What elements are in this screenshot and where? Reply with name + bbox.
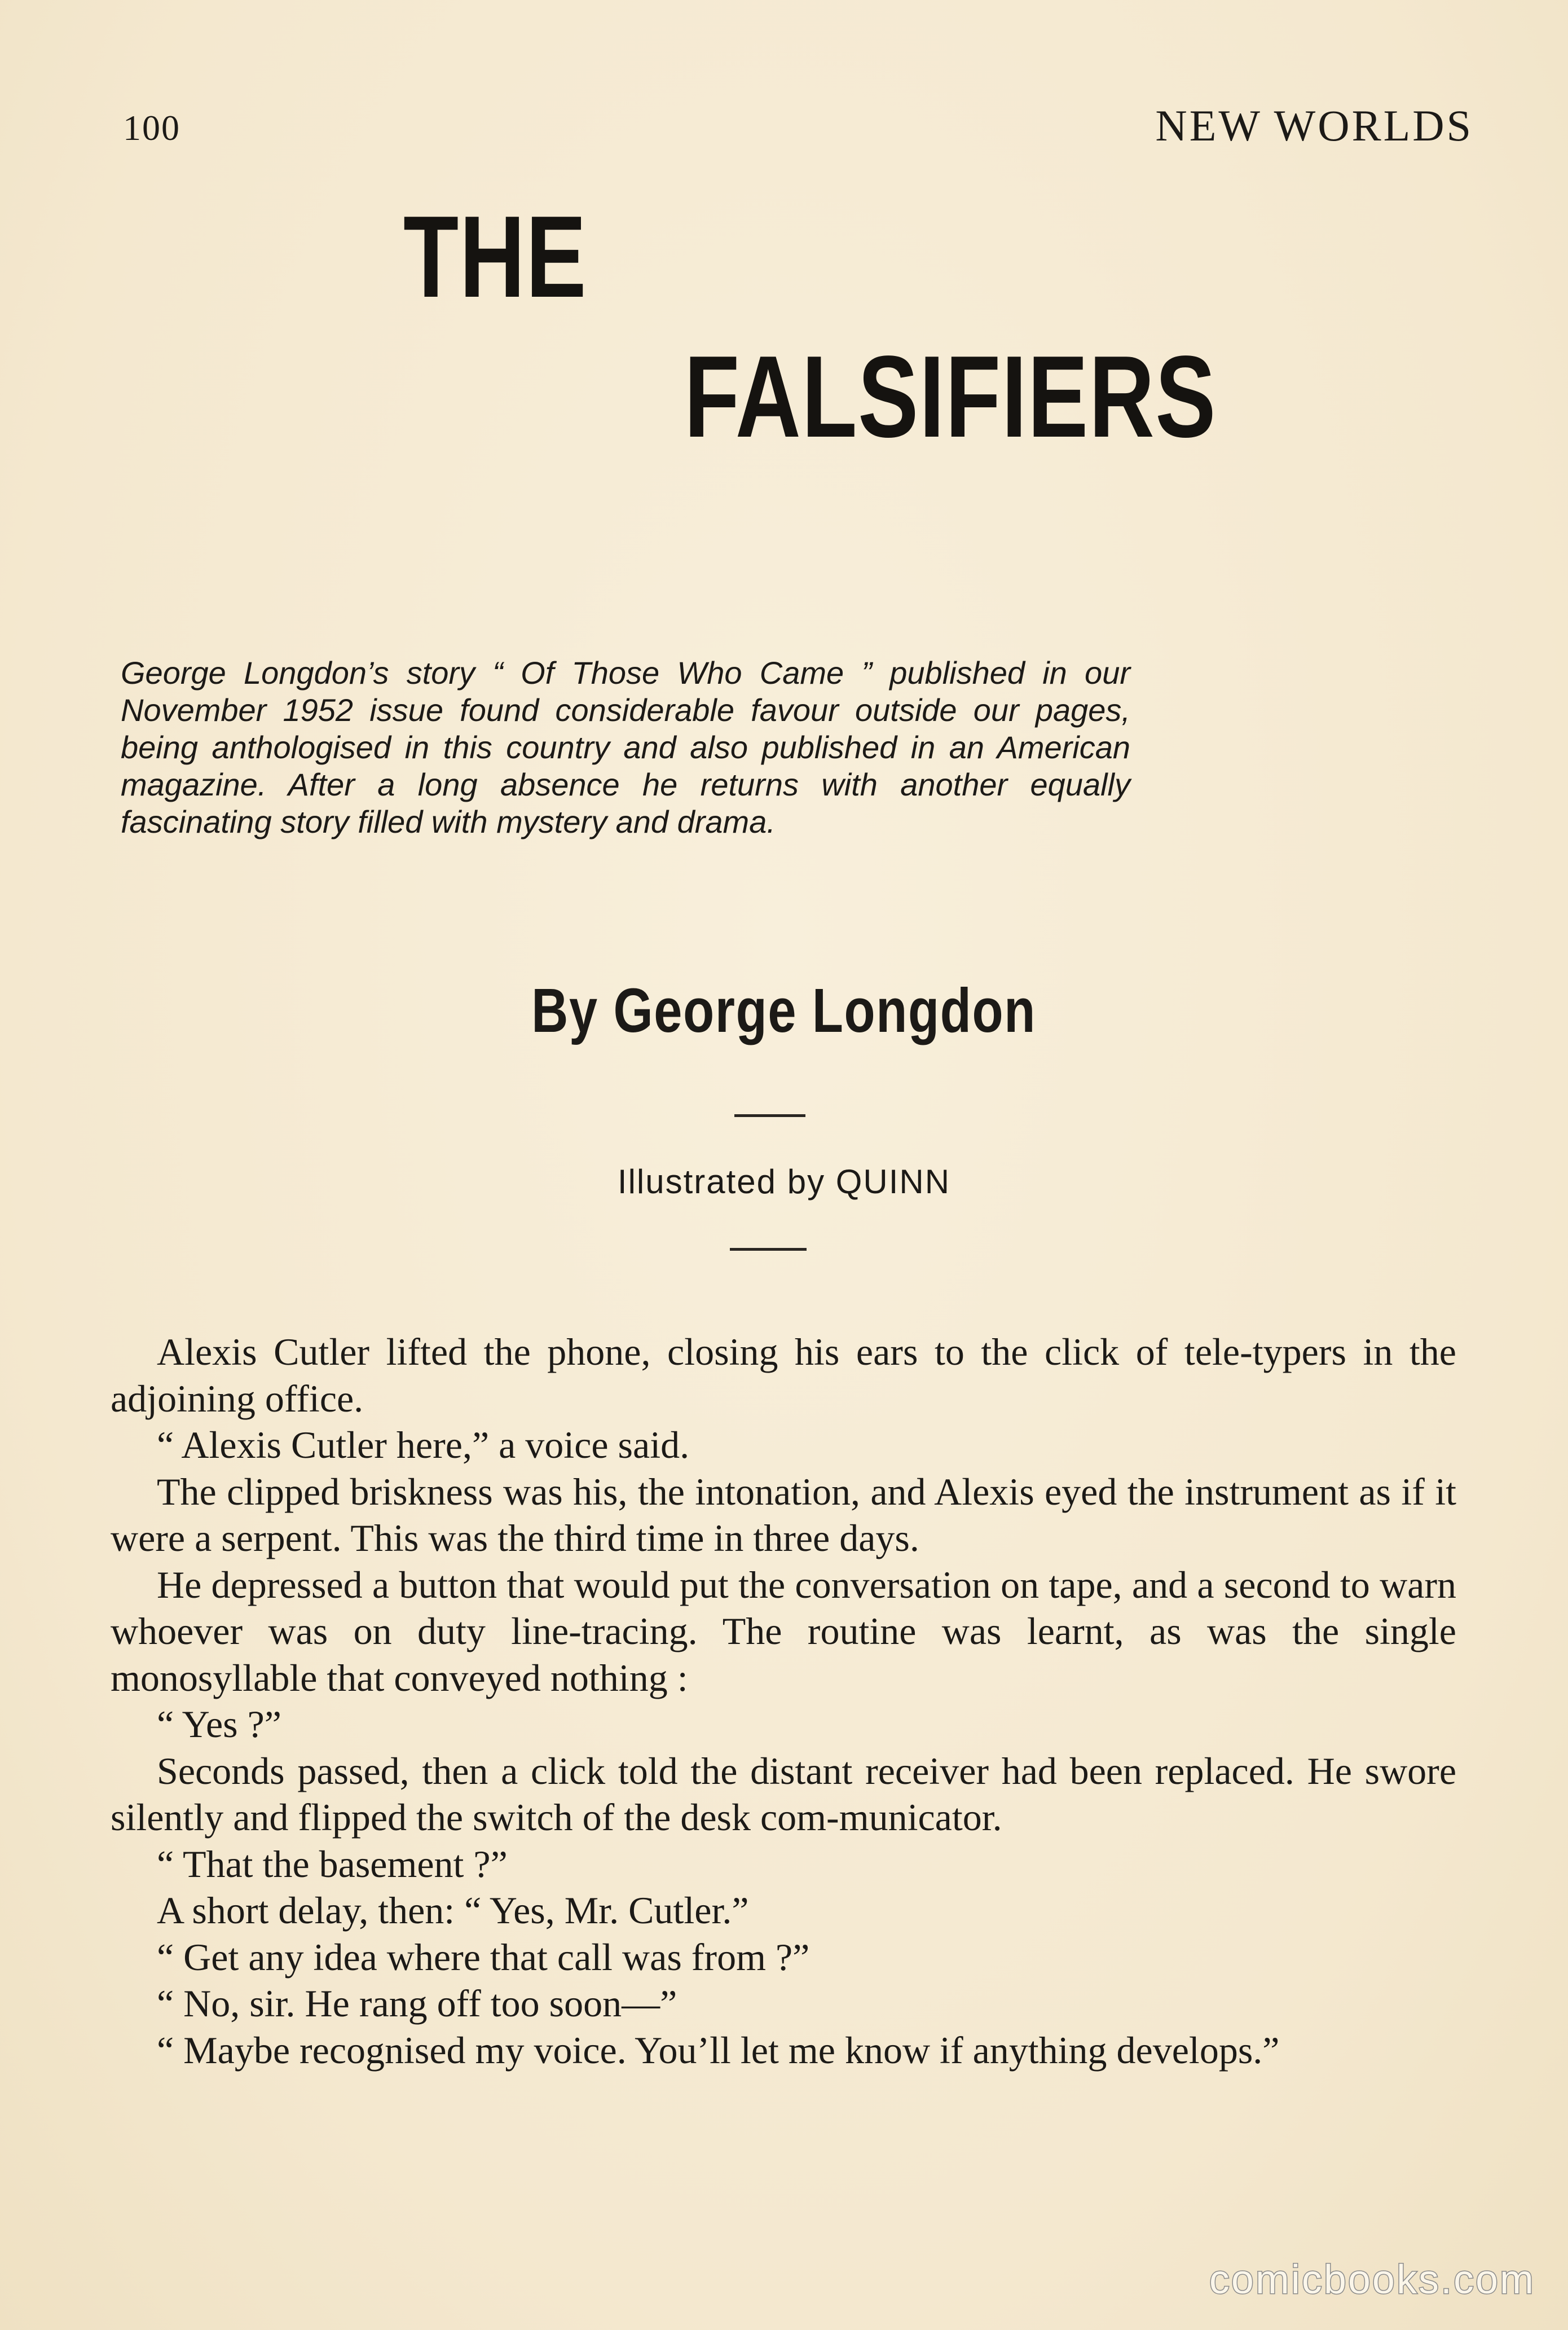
divider-rule-top [734, 1114, 805, 1117]
story-title-line-2: FALSIFIERS [684, 332, 1217, 461]
story-paragraph: “ Alexis Cutler here,” a voice said. [157, 1423, 690, 1466]
story-paragraph: A short delay, then: “ Yes, Mr. Cutler.” [157, 1889, 749, 1932]
page-number: 100 [123, 108, 180, 148]
story-title-line-1: THE [403, 192, 588, 322]
editorial-intro: George Longdon’s story “ Of Those Who Came ” published in our November 1952 issue found considerable favour outside our pages, being anthologised in this country and also published in an American magazine. After a long absence he returns with another equally fascinating story filled with mystery and drama. [121, 655, 1130, 839]
story-paragraph: Alexis Cutler lifted the phone, closing his ears to the click of tele-typers in the adjoining office. [111, 1330, 1456, 1420]
story-paragraph: He depressed a button that would put the conversation on tape, and a second to warn whoever was on duty line-tracing. The routine was learnt, as was the single monosyllable that conveyed nothing : [111, 1563, 1456, 1699]
divider-rule-bottom [730, 1248, 807, 1251]
story-paragraph: “ No, sir. He rang off too soon—” [157, 1982, 677, 2025]
story-body [111, 1329, 1456, 2073]
author-byline [0, 975, 1568, 1047]
site-watermark: comicbooks.com [1209, 2257, 1535, 2302]
running-head: NEW WORLDS [1155, 101, 1473, 150]
story-paragraph: “ That the basement ?” [157, 1842, 508, 1885]
story-paragraph: “ Yes ?” [157, 1703, 281, 1746]
story-paragraph: The clipped briskness was his, the intonation, and Alexis eyed the instrument as if it were a serpent. This was the third time in three days. [111, 1470, 1456, 1559]
story-paragraph: “ Get any idea where that call was from ?” [157, 1935, 810, 1979]
illustrator-credit: Illustrated by QUINN [617, 1163, 951, 1201]
author-byline-text: By George Longdon [531, 976, 1037, 1045]
story-paragraph: “ Maybe recognised my voice. You’ll let me know if anything develops.” [157, 2028, 1280, 2072]
story-paragraph: Seconds passed, then a click told the distant receiver had been replaced. He swore silently and flipped the switch of the desk com-municator. [111, 1749, 1456, 1839]
